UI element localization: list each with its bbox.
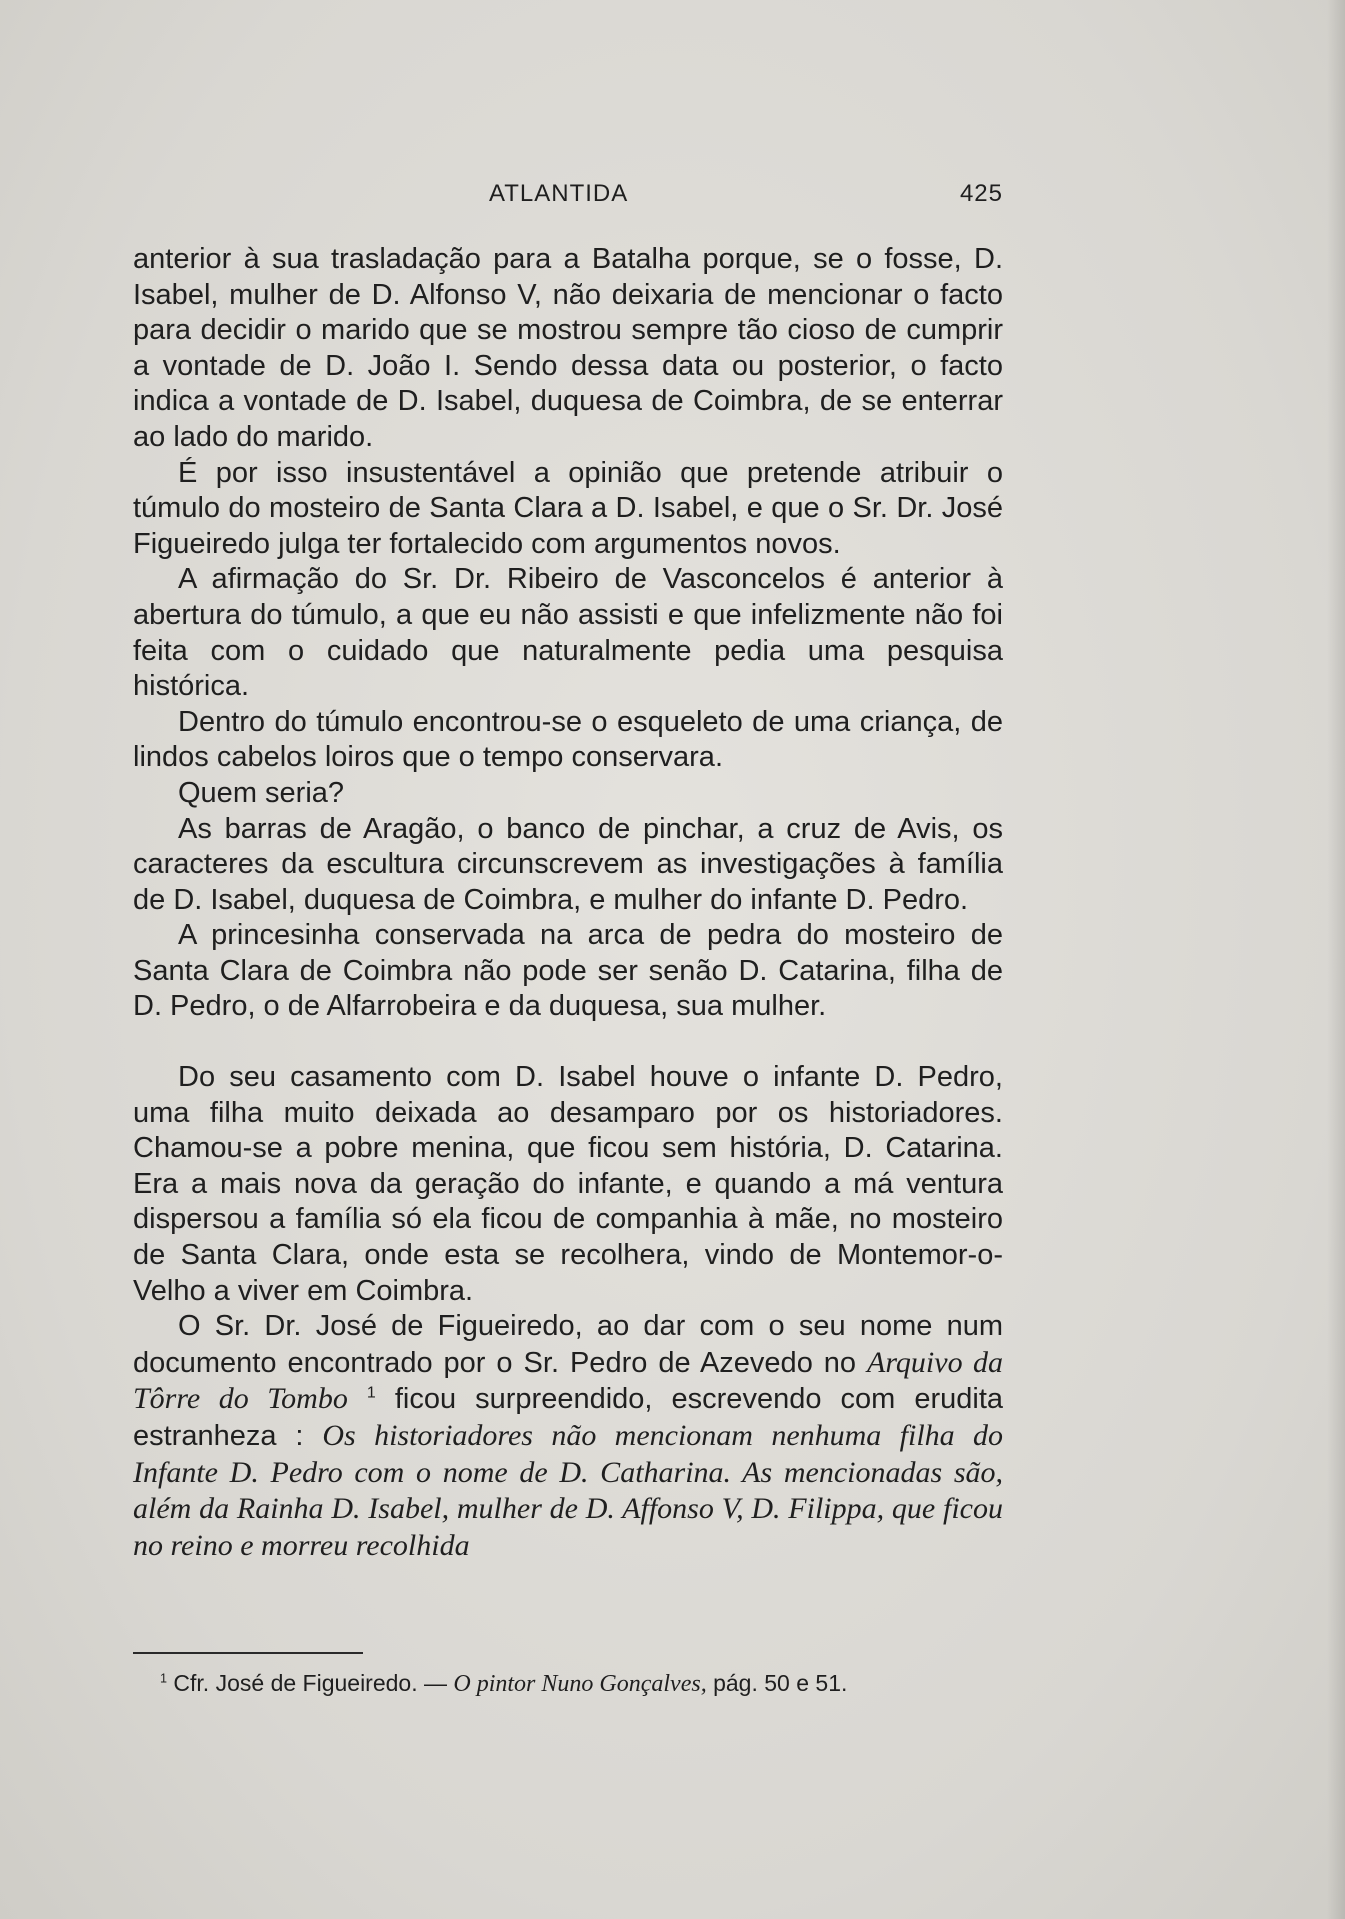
paragraph: A afirmação do Sr. Dr. Ribeiro de Vasconcelos é anterior à abertura do túmulo, a que eu não assisti e que infelizmente não foi feita com o cuidado que naturalmente pedia uma pesquisa histórica.: [133, 563, 1003, 703]
page-header: [133, 180, 1003, 216]
footnote-divider: [133, 1652, 363, 1654]
paragraph: [133, 1309, 1003, 1564]
paragraph: Quem seria?: [178, 776, 345, 809]
footnote-pages: pág. 50 e 51.: [713, 1670, 848, 1696]
paragraph: É por isso insustentável a opinião que pretende atribuir o túmulo do mosteiro de Santa Clara a D. Isabel, e que o Sr. Dr. José Figueiredo julga ter fortalecido com argumentos novos.: [133, 456, 1003, 560]
footnote-book-title: O pintor Nuno Gonçalves,: [453, 1671, 707, 1697]
paragraph: Do seu casamento com D. Isabel houve o infante D. Pedro, uma filha muito deixada ao desamparo por os historiadores. Chamou-se a pobre menina, que ficou sem história, D. Catarina. Era a mais nova da geração do infante, e quando a má ventura dispersou a família só ela ficou de companhia à mãe, no mosteiro de Santa Clara, onde esta se recolhera, vindo de Montemor-o-Velho a viver em Coimbra.: [133, 1061, 1003, 1307]
footnote-reference[interactable]: 1: [366, 1384, 376, 1402]
paragraph-middle: ficou surpreendido, escrevendo com erudita estranheza :: [133, 1383, 1004, 1452]
archive-title: Arquivo da Tôrre do Tombo: [133, 1345, 1004, 1416]
paragraph: Dentro do túmulo encontrou-se o esqueleto de uma criança, de lindos cabelos loiros que o tempo conservara.: [133, 705, 1003, 774]
running-title: ATLANTIDA: [489, 180, 629, 207]
paragraph: A princesinha conservada na arca de pedra do mosteiro de Santa Clara de Coimbra não pode ser senão D. Catarina, filha de D. Pedro, o de Alfarrobeira e da duquesa, sua mulher.: [133, 919, 1003, 1023]
paragraph: anterior à sua trasladação para a Batalha porque, se o fosse, D. Isabel, mulher de D. Alfonso V, não deixaria de mencionar o facto para decidir o marido que se mostrou sempre tão cioso de cumprir a vontade de D. João I. Sendo dessa data ou posterior, o facto indica a vontade de D. Isabel, duquesa de Coimbra, de se enterrar ao lado do marido.: [133, 243, 1003, 453]
footnote: [160, 1668, 1000, 1699]
footnote-lead: Cfr. José de Figueiredo. —: [173, 1670, 447, 1696]
paragraph-lead: O Sr. Dr. José de Figueiredo, ao dar com o seu nome num documento encontrado por o Sr. Pedro de Azevedo no: [133, 1310, 1003, 1379]
page-number: 425: [959, 180, 1003, 207]
body-text: [133, 242, 1003, 1564]
footnote-marker: 1: [160, 1671, 168, 1686]
paragraph: As barras de Aragão, o banco de pinchar, a cruz de Avis, os caracteres da escultura circunscrevem as investigações à família de D. Isabel, duquesa de Coimbra, e mulher do infante D. Pedro.: [133, 812, 1003, 916]
quoted-text: Os historiadores não mencionam nenhuma filha do Infante D. Pedro com o nome de D. Catharina. As mencionadas são, além da Rainha D. Isabel, mulher de D. Affonso V, D. Filippa, que ficou no reino e morreu recolhida: [133, 1419, 1003, 1562]
